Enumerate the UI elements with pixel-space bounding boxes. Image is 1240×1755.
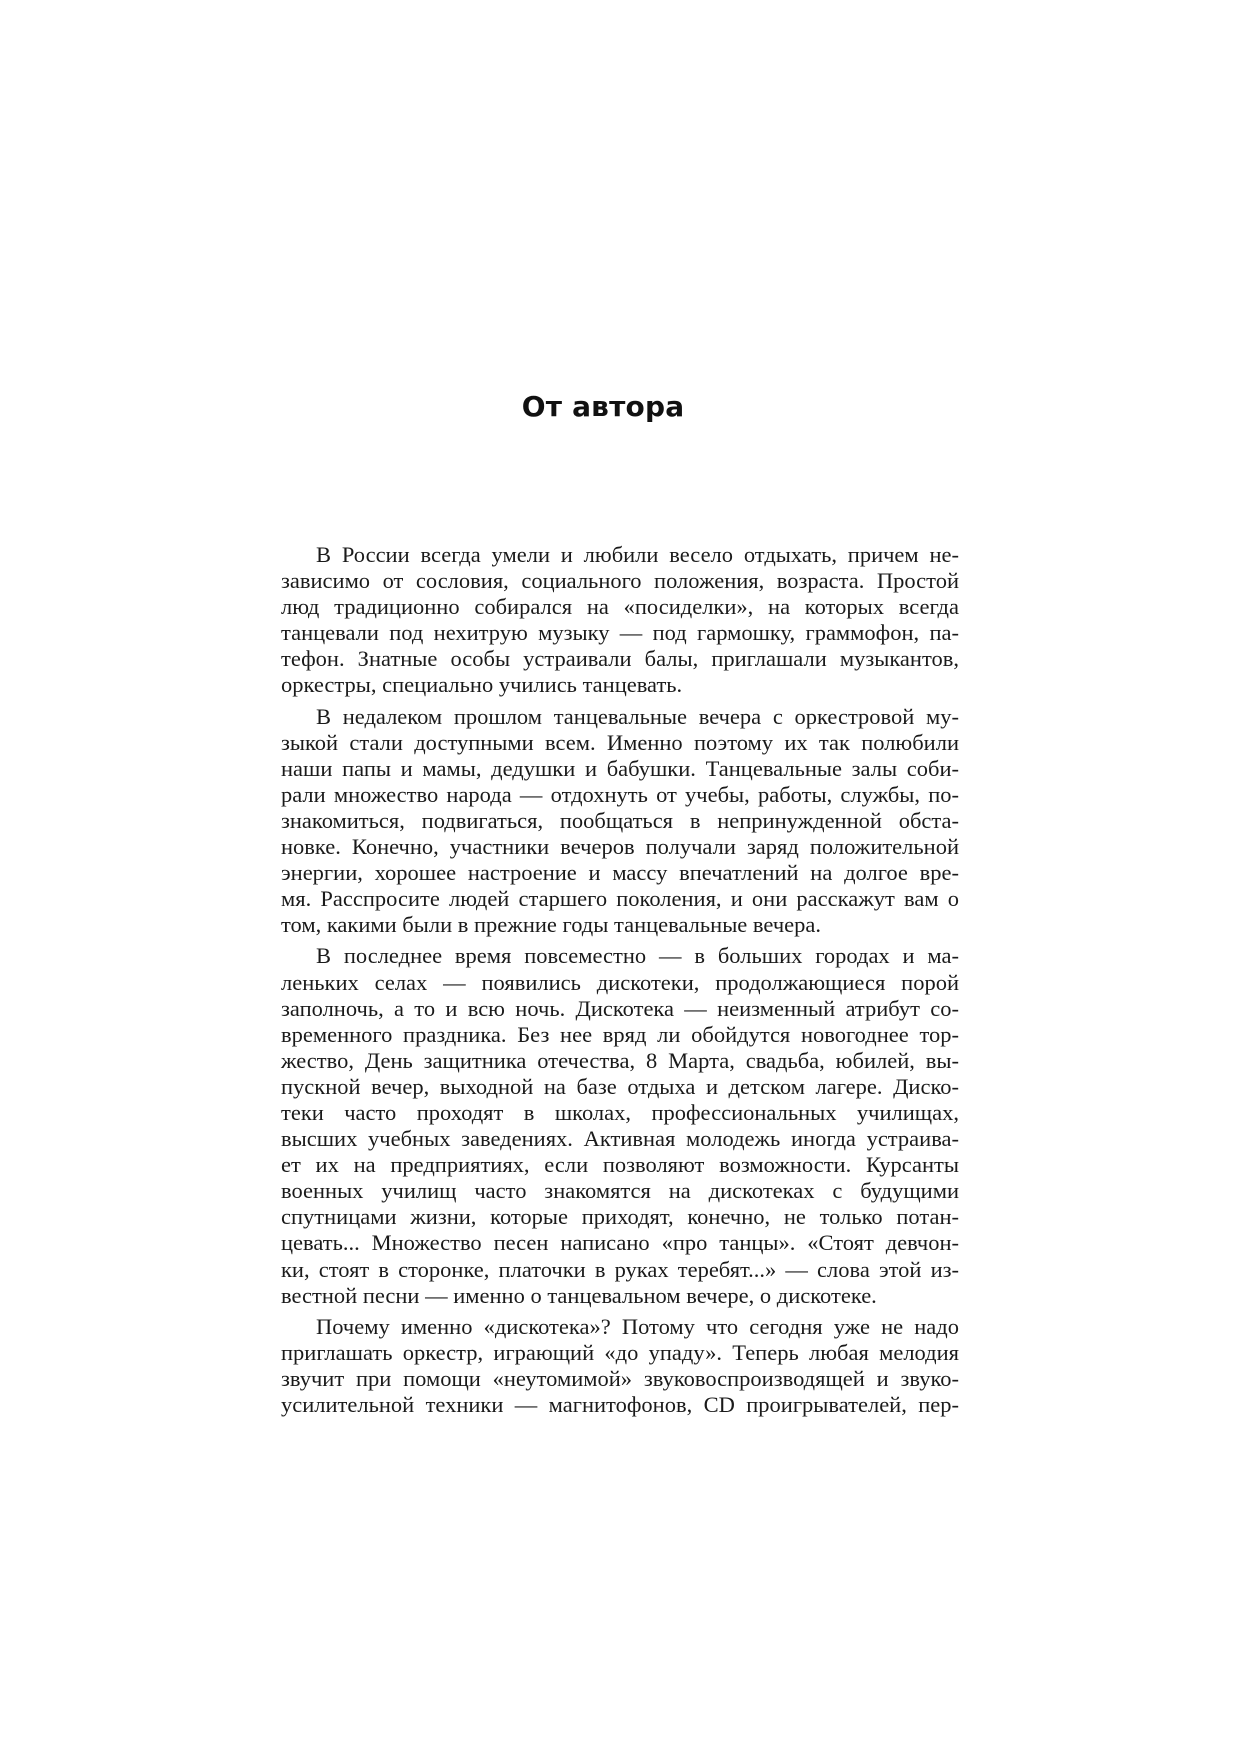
text-line: усилительной техники — магнитофонов, CD проигрывателей, пер-	[281, 1392, 959, 1417]
text-line: В России всегда умели и любили весело отдыхать, причем не-	[316, 542, 959, 567]
text-line: тефон. Знатные особы устраивали балы, приглашали музыкантов,	[281, 646, 959, 672]
text-line: энергии, хорошее настроение и массу впечатлений на долгое вре-	[281, 860, 959, 886]
text-line: вестной песни — именно о танцевальном вечере, о дискотеке.	[281, 1282, 877, 1308]
text-line: танцевали под нехитрую музыку — под гармошку, граммофон, па-	[281, 620, 959, 646]
paragraph	[281, 1314, 959, 1418]
chapter-title-text: От автора	[521, 390, 685, 423]
paragraph	[281, 943, 959, 1308]
text-line: зависимо от сословия, социального положения, возраста. Простой	[281, 568, 959, 594]
text-line: зыкой стали доступными всем. Именно поэтому их так полюбили	[281, 729, 959, 755]
text-line: жество, День защитника отечества, 8 Марта, свадьба, юбилей, вы-	[281, 1047, 959, 1073]
chapter-title	[0, 390, 1240, 423]
text-line: В недалеком прошлом танцевальные вечера с оркестровой му-	[316, 703, 959, 729]
text-line: люд традиционно собирался на «посиделки», на которых всегда	[281, 594, 959, 620]
text-line: оркестры, специально учились танцевать.	[281, 672, 683, 698]
text-line: спутницами жизни, которые приходят, конечно, не только потан-	[281, 1204, 959, 1230]
paragraph	[281, 704, 959, 939]
text-line: пускной вечер, выходной на базе отдыха и детском лагере. Диско-	[281, 1073, 959, 1099]
text-line: цевать... Множество песен написано «про танцы». «Стоят девчон-	[281, 1230, 959, 1256]
body-text	[281, 542, 959, 1423]
text-line: леньких селах — появились дискотеки, продолжающиеся порой	[281, 969, 959, 995]
text-line: заполночь, а то и всю ночь. Дискотека — неизменный атрибут со-	[281, 995, 959, 1021]
text-line: В последнее время повсеместно — в больших городах и ма-	[316, 943, 959, 969]
text-line: приглашать оркестр, играющий «до упаду». Теперь любая мелодия	[281, 1339, 959, 1365]
text-line: высших учебных заведениях. Активная молодежь иногда устраива-	[281, 1126, 959, 1152]
text-line: мя. Расспросите людей старшего поколения, и они расскажут вам о	[281, 886, 959, 912]
text-line: новке. Конечно, участники вечеров получали заряд положительной	[281, 834, 959, 860]
text-line: временного праздника. Без нее вряд ли обойдутся новогоднее тор-	[281, 1021, 959, 1047]
text-line: ки, стоят в сторонке, платочки в руках теребят...» — слова этой из-	[281, 1256, 959, 1282]
text-line: теки часто проходят в школах, профессиональных училищах,	[281, 1099, 959, 1125]
text-line: Почему именно «дискотека»? Потому что сегодня уже не надо	[316, 1313, 959, 1339]
text-line: наши папы и мамы, дедушки и бабушки. Танцевальные залы соби-	[281, 755, 959, 781]
text-line: том, какими были в прежние годы танцевальные вечера.	[281, 912, 821, 938]
text-line: знакомиться, подвигаться, пообщаться в непринужденной обста-	[281, 807, 959, 833]
text-line: ет их на предприятиях, если позволяют возможности. Курсанты	[281, 1152, 959, 1178]
text-line: звучит при помощи «неутомимой» звуковоспроизводящей и звуко-	[281, 1365, 959, 1391]
text-line: военных училищ часто знакомятся на дискотеках с будущими	[281, 1178, 959, 1204]
paragraph	[281, 542, 959, 699]
text-line: рали множество народа — отдохнуть от учебы, работы, службы, по-	[281, 781, 959, 807]
